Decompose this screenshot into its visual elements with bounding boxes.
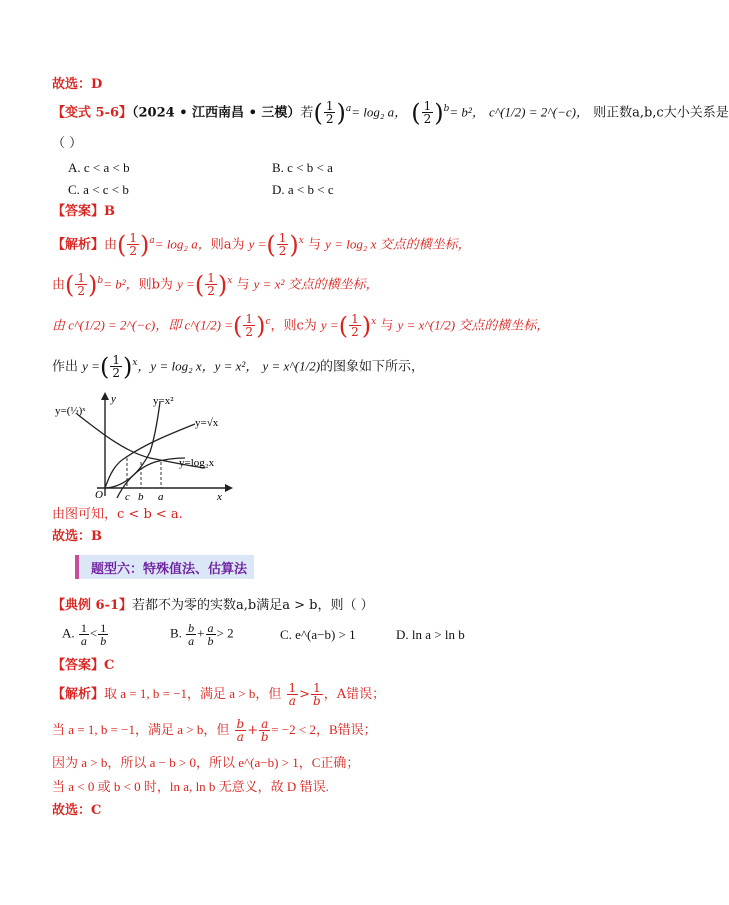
x-axis-label: x	[217, 491, 222, 503]
conclusion: 由图可知，c < b < a.	[52, 507, 183, 522]
variant-question: 【变式 5-6】（2024 • 江西南昌 • 三模）若( $\frac{1}{2}$ )$^a$= log₂ a， ( $\frac{1}{2}$ )$^b$= b²， c^(1/2) = 2^(−c)， 则正数a,b,c大小关系是	[52, 98, 729, 127]
section-title: 题型六：特殊值法、估算法	[91, 562, 248, 577]
example-option-d: D. ln a > ln b	[396, 627, 465, 642]
analysis-line-2: 由( $\frac{1}{2}$ )$^b$= b²，则b为 y =( $\frac{1}{2}$ )$^x$ 与 y = x² 交点的横坐标，	[52, 270, 379, 299]
label-log: y=log₂x	[179, 457, 215, 469]
analysis-line-1: 【解析】由( $\frac{1}{2}$ )$^a$= log₂ a，则a为 y =( $\frac{1}{2}$ )$^x$ 与 y = log₂ x 交点的横坐标，	[52, 230, 471, 259]
variant-choose: 故选：B	[52, 529, 102, 544]
example-option-b: B. $\frac{b}{a}$ + $\frac{a}{b}$ > 2	[170, 621, 234, 648]
example-option-a: A. $\frac{1}{a}$ < $\frac{1}{b}$	[62, 621, 107, 648]
example-answer: 【答案】C	[52, 658, 115, 673]
section-banner	[75, 555, 254, 579]
label-sqrt: y=√x	[195, 417, 219, 429]
label-c: c	[125, 491, 130, 503]
option-a: A. c < a < b	[68, 160, 130, 175]
example-choose: 故选：C	[52, 803, 102, 818]
example-question: 【典例 6-1】若都不为零的实数a,b满足a > b，则（ ）	[52, 598, 374, 613]
example-analysis-1: 【解析】取 a = 1, b = −1，满足 a > b，但 $\frac{1}{a}$ > $\frac{1}{b}$ ，A错误；	[52, 681, 386, 708]
label-exp: y=(½)ˣ	[55, 405, 86, 417]
variant-answer: 【答案】B	[52, 204, 115, 219]
example-tag: 【典例 6-1】	[52, 598, 133, 613]
origin-label: O	[95, 489, 103, 501]
variant-tag: 【变式 5-6】	[52, 105, 133, 121]
function-graph	[55, 392, 235, 504]
top-choose: 故选：D	[52, 77, 103, 92]
variant-paren: （ ）	[52, 136, 83, 151]
sqrt-curve	[105, 424, 195, 488]
x-axis-arrow	[225, 484, 233, 492]
y-axis-arrow	[101, 392, 109, 400]
label-square: y=x²	[153, 395, 174, 407]
example-option-c: C. e^(a−b) > 1	[280, 627, 356, 642]
label-b: b	[138, 491, 144, 503]
y-axis-label: y	[111, 393, 116, 405]
option-b: B. c < b < a	[272, 160, 333, 175]
example-analysis-3: 因为 a > b，所以 a − b > 0，所以 e^(a−b) > 1，C正确；	[52, 755, 360, 770]
label-a: a	[158, 491, 164, 503]
analysis-line-3: 由 c^(1/2) = 2^(−c)，即 c^(1/2) =( $\frac{1}{2}$ )$^c$，则c为 y =( $\frac{1}{2}$ )$^x$ 与 y = x^(1/2) 交点的横坐标，	[52, 311, 550, 340]
option-c: C. a < c < b	[68, 182, 129, 197]
example-analysis-4: 当 a < 0 或 b < 0 时，ln a, ln b 无意义，故 D 错误.	[52, 779, 329, 794]
option-d: D. a < b < c	[272, 182, 334, 197]
analysis-line-4: 作出 y =( $\frac{1}{2}$ )$^x$，y = log₂ x，y = x²， y = x^(1/2)的图象如下所示，	[52, 352, 425, 381]
example-analysis-2: 当 a = 1, b = −1，满足 a > b，但 $\frac{b}{a}$ + $\frac{a}{b}$ = −2 < 2，B错误；	[52, 717, 377, 744]
